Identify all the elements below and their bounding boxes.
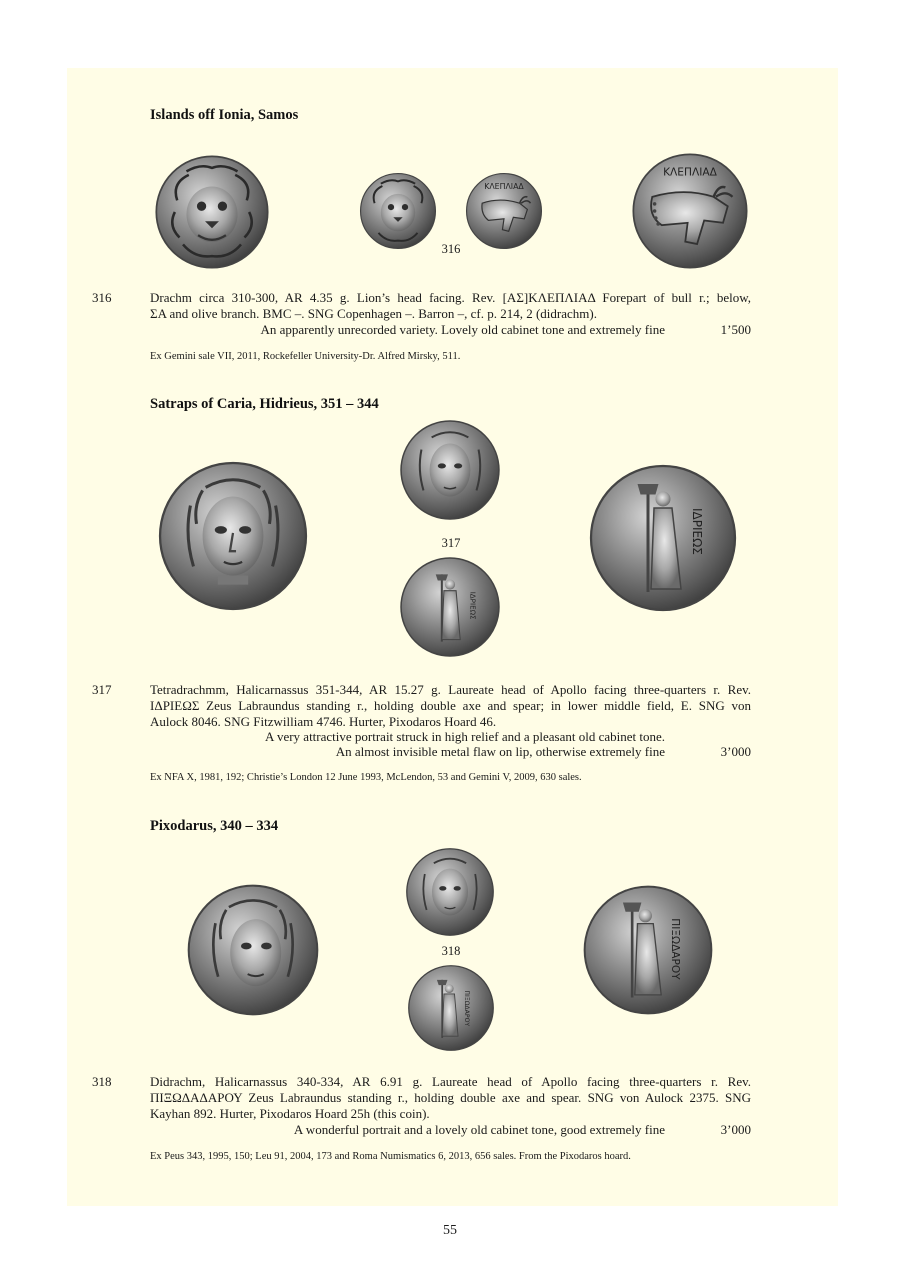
lot-description-line: Didrachm, Halicarnassus 340-334, AR 6.91 g. Laureate head of Apollo facing three-quarters r. Rev.	[150, 1074, 751, 1089]
provenance: Ex NFA X, 1981, 192; Christie’s London 12 June 1993, McLendon, 53 and Gemini V, 2009, 630 sales.	[150, 772, 582, 783]
lot-description-line: Aulock 8046. SNG Fitzwilliam 4746. Hurter, Pixodaros Hoard 46.	[150, 714, 497, 729]
coin-legend: ΚΛΕΠΛΙΑΔ	[663, 165, 717, 179]
lot-number: 317	[92, 682, 112, 697]
condition-remark: A very attractive portrait struck in high relief and a pleasant old cabinet tone.	[265, 729, 665, 744]
section-heading-pixodarus: Pixodarus, 340 – 334	[150, 818, 279, 834]
page-number: 55	[443, 1223, 457, 1238]
lot-description-line: Kayhan 892. Hurter, Pixodaros Hoard 25h (this coin).	[150, 1106, 430, 1121]
coin-legend: ΚΛΕΠΛΙΑΔ	[484, 182, 524, 192]
figure-label: 316	[441, 242, 461, 256]
lion-head-coin-small	[357, 172, 439, 250]
lion-head-coin-large	[151, 154, 273, 270]
condition-remark: A wonderful portrait and a lovely old cabinet tone, good extremely fine	[293, 1122, 665, 1137]
estimate-price: 3’000	[720, 1122, 751, 1137]
section-heading-hidrieus: Satraps of Caria, Hidrieus, 351 – 344	[150, 396, 379, 412]
coin-legend: ΙΔΡΙΕΩΣ	[690, 508, 704, 555]
coin-legend: ΙΔΡΙΕΩΣ	[468, 591, 478, 620]
lot-number: 318	[92, 1074, 112, 1089]
coin-legend: ΠΙΞΩΔΑΡΟΥ	[463, 990, 471, 1027]
lot-description-line: Drachm circa 310-300, AR 4.35 g. Lion’s head facing. Rev. [ΑΣ]ΚΛΕΠΛΙΑΔ Forepart of bull r.; below,	[150, 290, 751, 305]
lot-description-line: ΠΙΞΩΔΑΔΑΡΟΥ Zeus Labraundus standing r., holding double axe and spear. SNG von Aulock 2375. SNG	[150, 1090, 751, 1105]
condition-remark: An almost invisible metal flaw on lip, otherwise extremely fine	[335, 744, 665, 759]
zeus-labraundus-coin-large	[582, 883, 714, 1017]
condition-remark: An apparently unrecorded variety. Lovely old cabinet tone and extremely fine	[260, 322, 665, 337]
lot-number: 316	[92, 290, 112, 305]
zeus-labraundus-coin-small	[407, 962, 495, 1054]
bull-forepart-coin-large	[629, 152, 751, 270]
section-heading-samos: Islands off Ionia, Samos	[150, 107, 299, 123]
figure-label: 318	[441, 944, 461, 958]
zeus-labraundus-coin-large	[588, 462, 738, 614]
apollo-head-coin-small	[399, 418, 501, 522]
estimate-price: 3’000	[720, 744, 751, 759]
provenance: Ex Peus 343, 1995, 150; Leu 91, 2004, 173 and Roma Numismatics 6, 2013, 656 sales. From the Pixodaros hoard.	[150, 1151, 631, 1162]
zeus-labraundus-coin-small	[399, 556, 501, 658]
figure-label: 317	[441, 536, 461, 550]
lot-description-line: Tetradrachmm, Halicarnassus 351-344, AR 15.27 g. Laureate head of Apollo facing three-quarters r. Rev.	[150, 682, 751, 697]
apollo-head-coin-small	[405, 846, 495, 938]
lot-description-line: ΣΑ and olive branch. BMC –. SNG Copenhagen –. Barron –, cf. p. 214, 2 (didrachm).	[150, 306, 597, 321]
bull-forepart-coin-small	[463, 172, 545, 250]
provenance: Ex Gemini sale VII, 2011, Rockefeller University-Dr. Alfred Mirsky, 511.	[150, 351, 461, 362]
lot-description-line: ΙΔΡΙΕΩΣ Zeus Labraundus standing r., holding double axe and spear; in lower middle field, E. SNG von	[150, 698, 751, 713]
coin-legend: ΠΙΞΩΔΑΡΟΥ	[668, 918, 681, 980]
apollo-head-coin-large	[186, 882, 320, 1018]
apollo-head-coin-large	[157, 460, 309, 612]
estimate-price: 1’500	[720, 322, 751, 337]
